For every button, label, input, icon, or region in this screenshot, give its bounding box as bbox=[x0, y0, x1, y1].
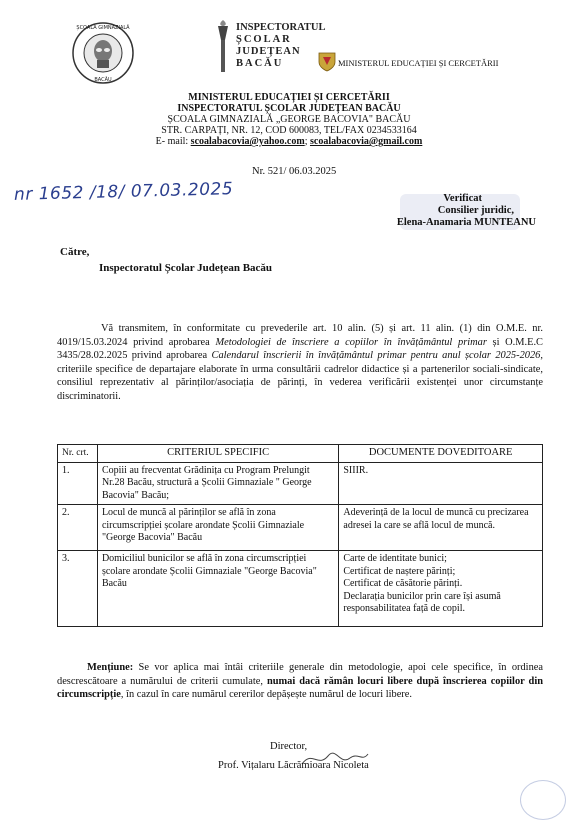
verification-block bbox=[384, 193, 554, 229]
table-row bbox=[58, 505, 543, 551]
row3-doc-4: Declarația bunicilor prin care își asumă responsabilitatea față de copil. bbox=[343, 590, 501, 614]
email-link-yahoo[interactable]: scoalabacovia@yahoo.com bbox=[190, 136, 305, 147]
email-prefix: E- mail: bbox=[155, 136, 191, 147]
table-row bbox=[58, 551, 543, 627]
header-isj: INSPECTORATUL ȘCOLAR JUDEȚEAN BACĂU bbox=[177, 103, 401, 114]
corner-stamp-mark bbox=[520, 780, 566, 820]
p1-calendar-title: Calendarul înscrierii în învățământul primar pentru anul școlar 2025-2026 bbox=[211, 350, 541, 361]
row1-documente: SIIIR. bbox=[339, 462, 543, 505]
row1-criteriu: Copiii au frecventat Grădinița cu Program Prelungit Nr.28 Bacău, structură a Școlii Gimnaziale " George Bacovia" Bacău; bbox=[97, 462, 338, 505]
row3-doc-1: Carte de identitate bunici; bbox=[343, 553, 447, 564]
header-nr: Nr. crt. bbox=[58, 445, 98, 463]
svg-text:ȘCOALA GIMNAZIALĂ: ȘCOALA GIMNAZIALĂ bbox=[76, 25, 130, 31]
header-email bbox=[0, 136, 578, 147]
p1-text-a: Vă transmitem, în conformitate cu prevederile art. 10 alin. (5) și art. 11 alin. (1) din O.M.E. nr. 4019/15.03.2024 privind aprobarea bbox=[57, 323, 543, 348]
mention-text-a: Se vor aplica mai întâi criteriile generale din metodologie, apoi cele specifice, în ordinea descrescătoare a numărului de criterii cumulate, bbox=[57, 662, 543, 687]
isj-logo-line2: ȘCOLAR bbox=[236, 34, 292, 45]
mention-emphasis: numai dacă rămân locuri libere după înscrierea copiilor din circumscripție bbox=[57, 675, 543, 700]
row2-criteriu: Locul de muncă al părinților se află în zona circumscripției școlare arondate Școlii Gimnaziale "George Bacovia" Bacău bbox=[97, 505, 338, 551]
header-address: STR. CARPAȚI, NR. 12, COD 600083, TEL/FAX 0234533164 bbox=[161, 125, 417, 136]
row3-doc-2: Certificat de naștere părinți; bbox=[343, 565, 456, 577]
header-school: ȘCOALA GIMNAZIALĂ „GEORGE BACOVIA" BACĂU bbox=[167, 114, 411, 125]
p1-text-e: , criteriile specifice de departajare elaborate în urma consultării cadrelor didactice și a partenerilor sociali-sindicate, consiliul reprezentativ al părinților/asociația de părinți, în vederea verificării existenței unor circumstanțe discriminatorii. bbox=[57, 350, 543, 402]
mention-text-c: , în cazul în care numărul cererilor depășește numărul de locuri libere. bbox=[120, 689, 412, 700]
torch-icon bbox=[212, 20, 234, 76]
director-name: Prof. Vițalaru Lăcrămioara Nicoleta bbox=[218, 760, 369, 771]
p1-methodology-title: Metodologiei de înscriere a copiilor în învățământul primar bbox=[215, 336, 487, 348]
isj-logo bbox=[212, 18, 326, 82]
handwritten-registration: nr 1652 /18/ 07.03.2025 bbox=[13, 179, 234, 205]
document-number: Nr. 521/ 06.03.2025 bbox=[252, 166, 337, 177]
salutation: Către, bbox=[60, 246, 90, 258]
legal-advisor-label: Consilier juridic, bbox=[437, 205, 514, 216]
criteria-table bbox=[57, 444, 543, 627]
row3-nr: 3. bbox=[58, 551, 98, 627]
director-title: Director, bbox=[270, 741, 308, 752]
isj-logo-line4: BACĂU bbox=[236, 58, 284, 69]
row2-nr: 2. bbox=[58, 505, 98, 551]
svg-text:BACĂU: BACĂU bbox=[94, 77, 112, 83]
table-row bbox=[58, 462, 543, 505]
legal-advisor-name: Elena-Anamaria MUNTEANU bbox=[396, 217, 536, 228]
isj-logo-line1: INSPECTORATUL bbox=[236, 22, 326, 33]
row2-documente: Adeverință de la locul de muncă cu precizarea adresei la care se află locul de muncă. bbox=[339, 505, 543, 551]
header-documente: DOCUMENTE DOVEDITOARE bbox=[339, 445, 543, 463]
row3-criteriu: Domiciliul bunicilor se află în zona circumscripției școlare arondate Școlii Gimnaziale "George Bacovia" Bacău bbox=[97, 551, 338, 627]
mention-paragraph bbox=[57, 661, 543, 702]
seal-graphic bbox=[72, 22, 134, 84]
row3-doc-3: Certificat de căsătorie părinți. bbox=[343, 578, 463, 589]
ministry-crest-icon bbox=[318, 50, 336, 72]
ministry-label: MINISTERUL EDUCAȚIEI ȘI CERCETĂRII bbox=[338, 58, 499, 68]
mention-label: Mențiune: bbox=[87, 662, 134, 673]
school-seal-logo bbox=[72, 22, 134, 84]
email-link-gmail[interactable]: scoalabacovia@gmail.com bbox=[309, 136, 423, 147]
recipient-name: Inspectoratul Școlar Județean Bacău bbox=[99, 262, 273, 274]
header-ministry: MINISTERUL EDUCAȚIEI ȘI CERCETĂRII bbox=[188, 92, 390, 103]
row3-documente bbox=[339, 551, 543, 627]
verified-label: Verificat bbox=[443, 193, 482, 204]
p1-text-c: și O.M.E.C 3435/28.02.2025 privind aprobarea bbox=[57, 336, 543, 361]
email-separator: ; bbox=[304, 136, 310, 147]
row1-nr: 1. bbox=[58, 462, 98, 505]
body-paragraph bbox=[57, 322, 543, 403]
isj-logo-line3: JUDEȚEAN bbox=[236, 46, 301, 57]
header-criteriu: CRITERIUL SPECIFIC bbox=[97, 445, 338, 463]
table-header-row bbox=[58, 445, 543, 463]
